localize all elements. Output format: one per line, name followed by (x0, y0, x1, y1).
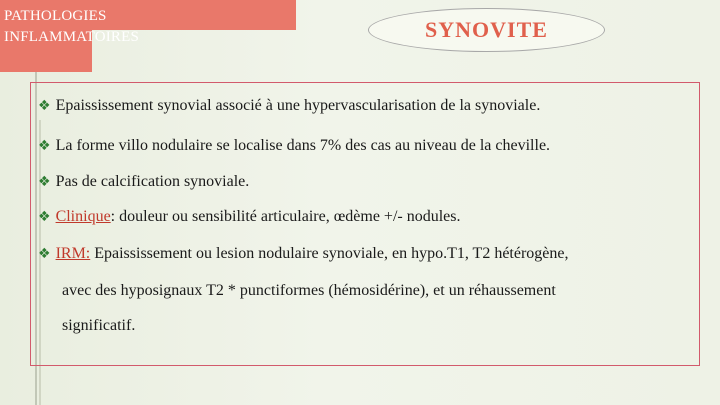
section-header (4, 6, 304, 48)
bullet-item (38, 136, 550, 156)
section-header-line1: PATHOLOGIES (4, 8, 107, 24)
slide-title: SYNOVITE (425, 17, 548, 42)
bullet-text: : douleur ou sensibilité articulaire, œdème +/- nodules. (110, 208, 461, 225)
bullet-continuation: significatif. (62, 317, 136, 334)
bullet-item (38, 244, 569, 264)
diamond-bullet-icon: ❖ (38, 209, 51, 225)
bullet-item (38, 172, 249, 192)
diamond-bullet-icon: ❖ (38, 98, 51, 114)
bullet-text: Pas de calcification synoviale. (55, 173, 250, 190)
bullet-text: Epaississement ou lesion nodulaire synoviale, en hypo.T1, T2 hétérogène, (90, 245, 569, 262)
bullet-continuation: avec des hyposignaux T2 * punctiformes (hémosidérine), et un réhaussement (62, 282, 556, 299)
bullet-label-irm: IRM: (55, 245, 91, 262)
diamond-bullet-icon: ❖ (38, 174, 51, 190)
bullet-text: La forme villo nodulaire se localise dans 7% des cas au niveau de la cheville. (55, 137, 551, 154)
bullet-text: Epaississement synovial associé à une hypervascularisation de la synoviale. (55, 97, 541, 114)
section-header-line2: INFLAMMATOIRES (4, 29, 140, 45)
bullet-item (38, 96, 540, 116)
title-bubble (368, 8, 605, 52)
bullet-label-clinique: Clinique (55, 208, 111, 225)
bullet-item (38, 207, 461, 227)
diamond-bullet-icon: ❖ (38, 138, 51, 154)
diamond-bullet-icon: ❖ (38, 246, 51, 262)
